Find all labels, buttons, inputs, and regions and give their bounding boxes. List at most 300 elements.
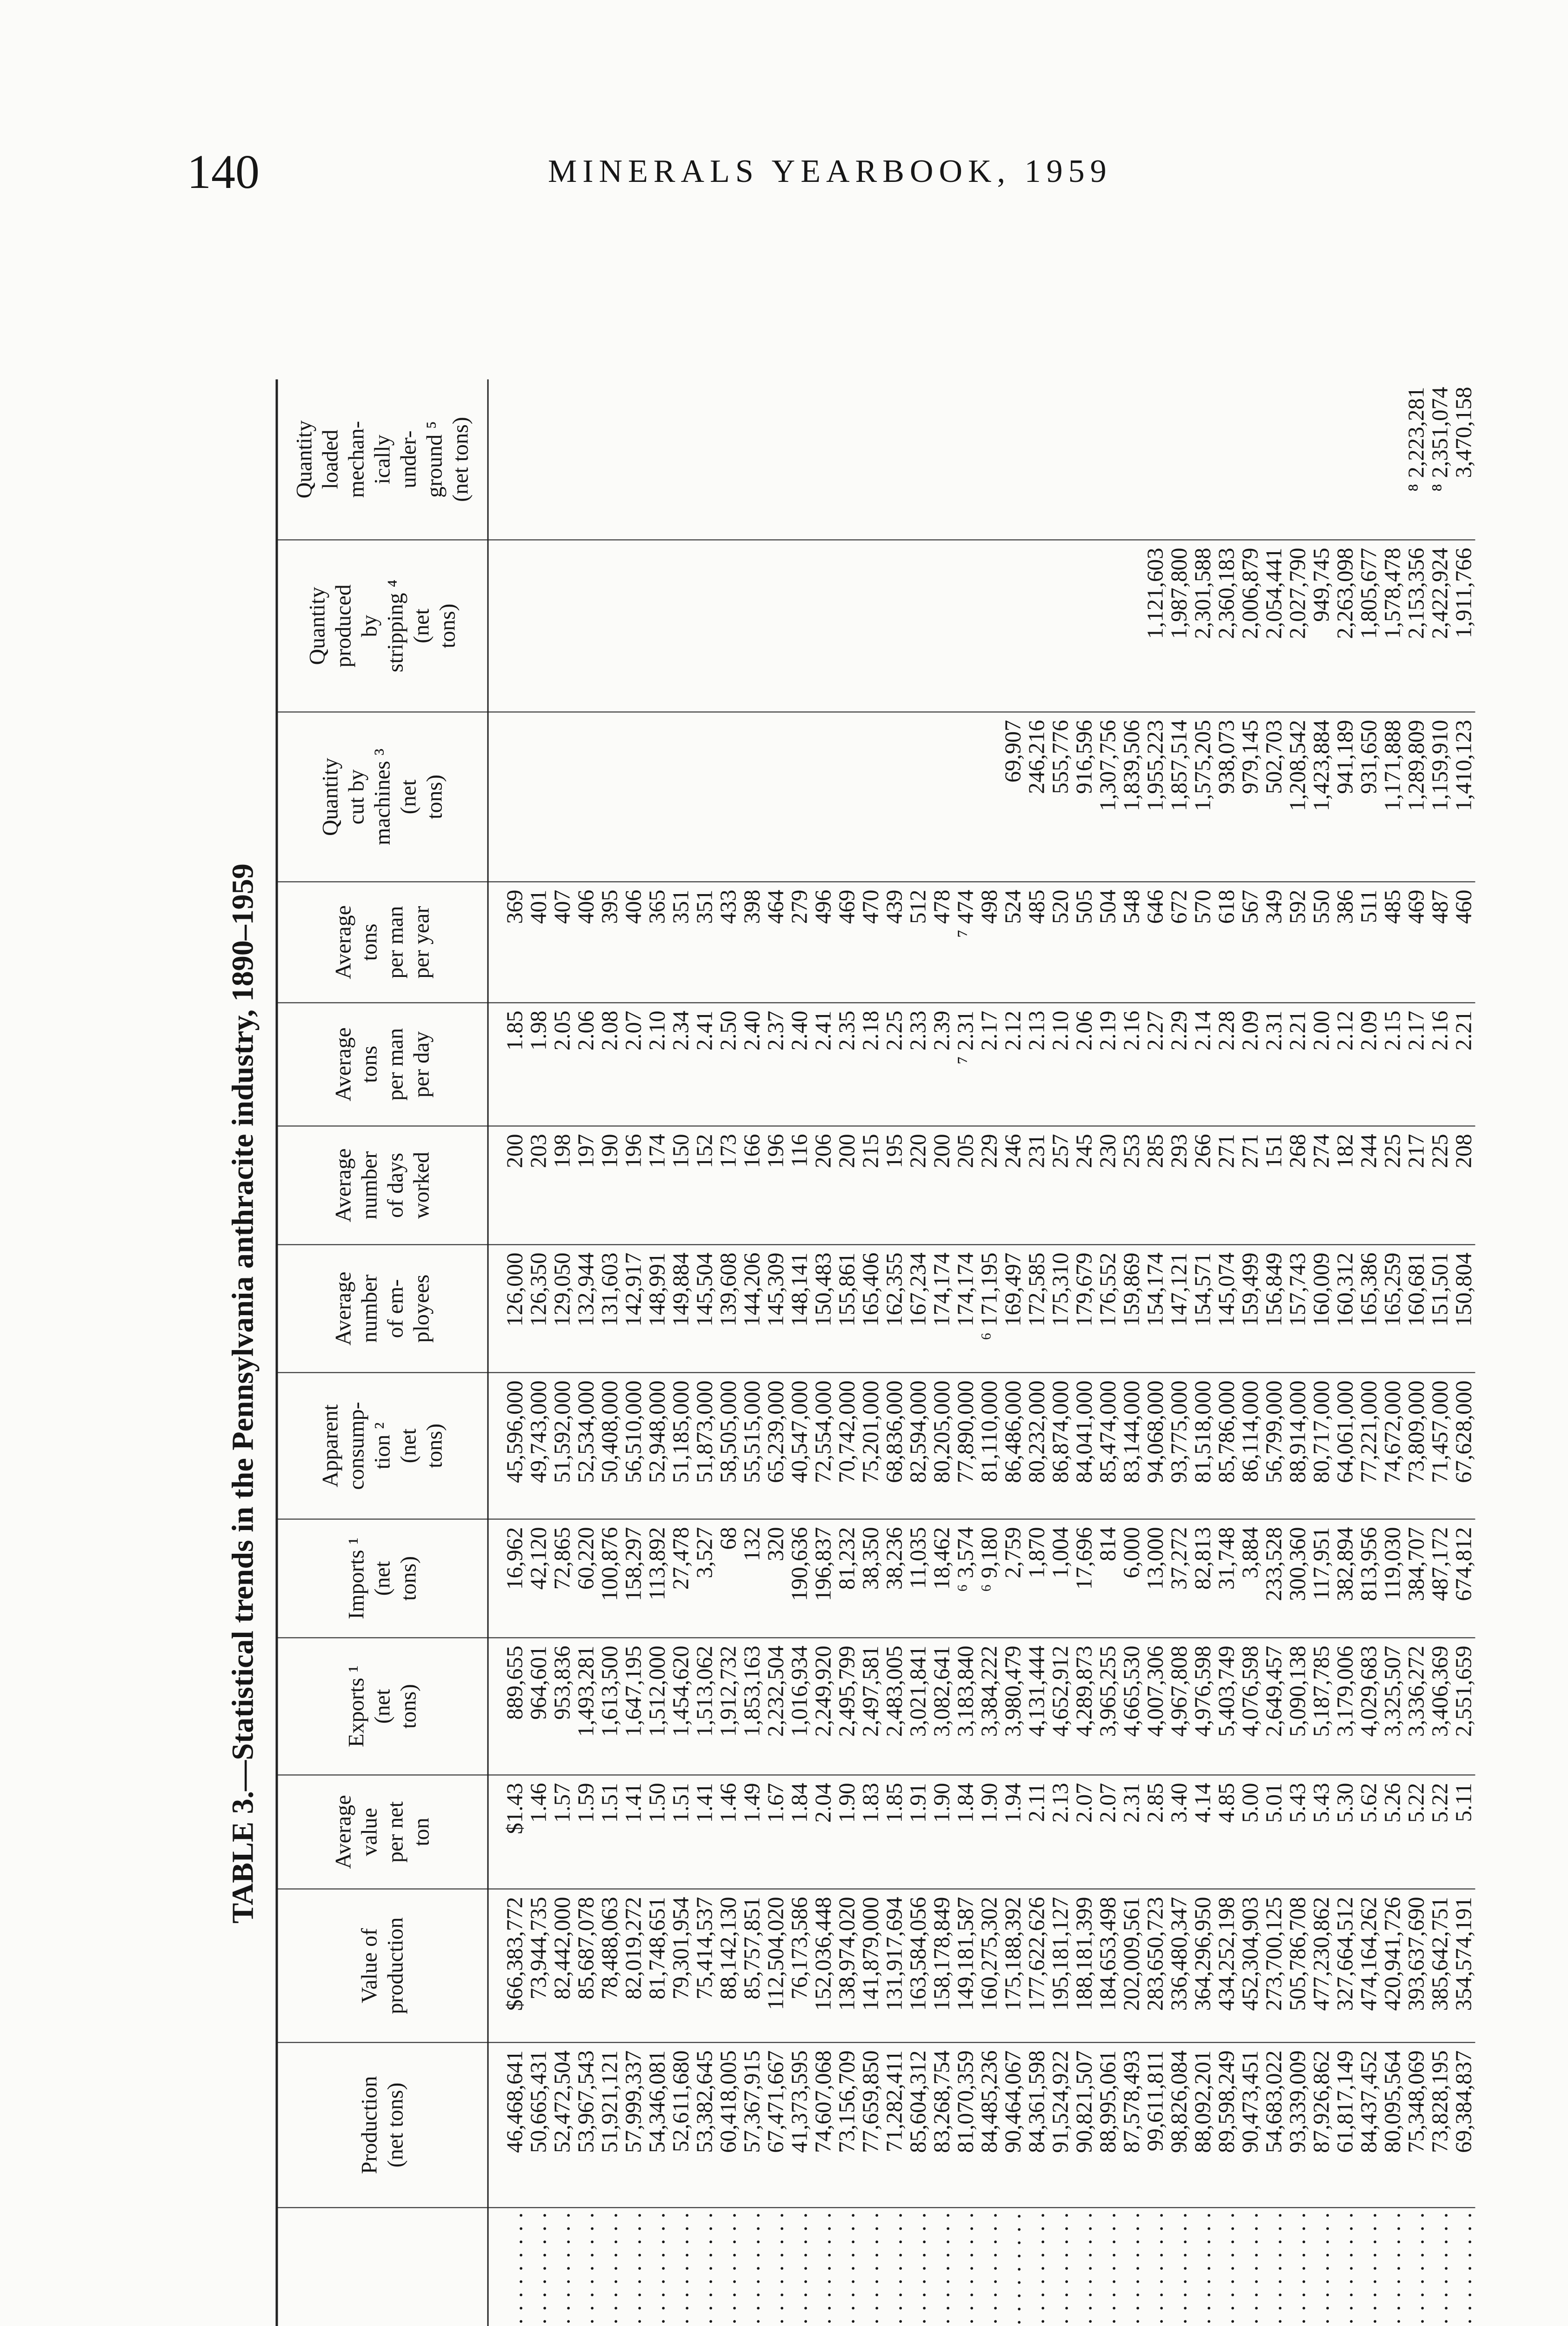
table-cell: 1.98 [527,1003,550,1126]
table-cell: 1.50 [645,1775,669,1889]
table-cell [716,540,740,712]
table-cell: 5.30 [1333,1775,1357,1889]
table-row [1096,380,1120,2326]
year-label [1357,2208,1381,2326]
table-row [1381,380,1404,2326]
year-label [859,2208,882,2326]
table-cell: 2,249,920 [811,1638,835,1775]
table-cell: 198 [550,1126,574,1245]
column-header [277,2208,488,2326]
table-cell [645,380,669,540]
table-cell: 3,082,641 [930,1638,954,1775]
table-cell: 1.41 [693,1775,716,1889]
table-cell: 2.17 [977,1003,1001,1126]
table-cell: 138,974,020 [835,1889,859,2043]
table-cell [1096,380,1120,540]
table-cell: 88,142,130 [716,1889,740,2043]
table-cell: 54,683,022 [1262,2043,1286,2208]
year-label [1238,2208,1262,2326]
table-cell: 511 [1357,882,1381,1003]
table-cell: 158,178,849 [930,1889,954,2043]
table-cell: 2.09 [1357,1003,1381,1126]
table-cell [1001,540,1025,712]
table-cell [1048,540,1072,712]
table-cell: 2.12 [1333,1003,1357,1126]
table-cell [906,540,930,712]
table-cell: 82,594,000 [906,1373,930,1519]
table-cell: 173 [716,1126,740,1245]
table-row [1001,380,1025,2326]
table-cell: 67,471,667 [764,2043,787,2208]
table-cell [1286,380,1309,540]
table-cell: 2.35 [835,1003,859,1126]
year-label [811,2208,835,2326]
table-cell: 1,307,756 [1096,712,1120,882]
table-cell: $1.43 [488,1775,527,1889]
table-cell: 2.25 [882,1003,906,1126]
table-cell: 5.43 [1286,1775,1309,1889]
table-cell: 5.26 [1381,1775,1404,1889]
table-cell: 217 [1404,1126,1428,1245]
table-cell: 369 [488,882,527,1003]
table-cell [693,380,716,540]
table-cell: 257 [1048,1126,1072,1245]
table-cell: 150,483 [811,1245,835,1373]
table-cell [488,712,527,882]
table-cell: 393,637,690 [1404,1889,1428,2043]
year-label [1025,2208,1048,2326]
table-cell [740,540,764,712]
table-cell [930,712,954,882]
table-cell: 1.84 [954,1775,977,1889]
year-cell [1048,2208,1072,2326]
column-header: Quantity produced by stripping ⁴ (net tons) [277,540,488,712]
table-cell: 1,016,934 [787,1638,811,1775]
table-cell: 505,786,708 [1286,1889,1309,2043]
table-cell [859,712,882,882]
table-row [787,380,811,2326]
table-row [1262,380,1286,2326]
table-cell: 1,208,542 [1286,712,1309,882]
table-cell: 190,636 [787,1519,811,1638]
table-cell: 2.41 [693,1003,716,1126]
table-cell: 81,110,000 [977,1373,1001,1519]
table-cell: 87,926,862 [1309,2043,1333,2208]
table-cell: 40,547,000 [787,1373,811,1519]
table-cell: 86,486,000 [1001,1373,1025,1519]
table-cell: 2.00 [1309,1003,1333,1126]
table-row [859,380,882,2326]
table-cell [930,540,954,712]
table-cell: 84,041,000 [1072,1373,1096,1519]
table-cell: 1.91 [906,1775,930,1889]
table-cell [1262,380,1286,540]
table-cell: 91,524,922 [1048,2043,1072,2208]
table-row [1286,380,1309,2326]
table-caption: TABLE 3.—Statistical trends in the Pennsylvania anthracite industry, 1890–1959 [226,863,260,1924]
table-cell [1001,380,1025,540]
table-cell [621,380,645,540]
table-cell: 395 [598,882,621,1003]
year-cell [1072,2208,1096,2326]
table-cell: 85,474,000 [1096,1373,1120,1519]
table-cell: 1.84 [787,1775,811,1889]
table-row [550,380,574,2326]
table-cell: 938,073 [1214,712,1238,882]
table-cell: 174,174 [930,1245,954,1373]
table-cell: 474,164,262 [1357,1889,1381,2043]
table-cell: 2.16 [1428,1003,1452,1126]
table-cell: 3,021,841 [906,1638,930,1775]
table-row [977,380,1001,2326]
year-label [977,2208,1001,2326]
table-row [669,380,693,2326]
table-cell: 70,742,000 [835,1373,859,1519]
year-label [1428,2208,1452,2326]
year-cell [527,2208,550,2326]
table-cell: 2.11 [1025,1775,1048,1889]
table-cell: 1,613,500 [598,1638,621,1775]
table-cell: 145,504 [693,1245,716,1373]
table-cell: 11,035 [906,1519,930,1638]
table-cell: 2.85 [1143,1775,1167,1889]
table-cell: 5.11 [1452,1775,1475,1889]
table-cell: 2,301,588 [1191,540,1214,712]
table-row [954,380,977,2326]
table-cell [574,540,598,712]
table-cell: 88,092,201 [1191,2043,1214,2208]
year-cell [1143,2208,1167,2326]
table-cell [488,540,527,712]
table-cell: 674,812 [1452,1519,1475,1638]
table-cell: 81,232 [835,1519,859,1638]
table-cell: 82,813 [1191,1519,1214,1638]
year-label [954,2208,977,2326]
table-cell: 90,464,067 [1001,2043,1025,2208]
table-cell [977,712,1001,882]
table-cell: 2,232,504 [764,1638,787,1775]
table-cell: 1.90 [930,1775,954,1889]
table-cell: 1.94 [1001,1775,1025,1889]
table-cell: 80,095,564 [1381,2043,1404,2208]
table-cell [977,540,1001,712]
table-cell: 157,743 [1286,1245,1309,1373]
table-cell: 469 [1404,882,1428,1003]
table-cell: 2.17 [1404,1003,1428,1126]
table-cell: 646 [1143,882,1167,1003]
table-cell: 1.90 [835,1775,859,1889]
table-row [1214,380,1238,2326]
table-cell: 175,310 [1048,1245,1072,1373]
table-cell: 177,622,626 [1025,1889,1048,2043]
table-cell: 2.29 [1167,1003,1191,1126]
table-cell: 52,534,000 [574,1373,598,1519]
table-cell: 3,336,272 [1404,1638,1428,1775]
table-cell [787,540,811,712]
table-cell [621,712,645,882]
year-cell [574,2208,598,2326]
table-cell: 53,382,645 [693,2043,716,2208]
table-cell: 271 [1214,1126,1238,1245]
column-header: Average tons per man per year [277,882,488,1003]
table-cell: 2,422,924 [1428,540,1452,712]
table-cell: 3,470,158 [1452,380,1475,540]
table-cell: 271 [1238,1126,1262,1245]
table-cell: 398 [740,882,764,1003]
table-cell [764,712,787,882]
table-cell: 351 [693,882,716,1003]
table-cell: 1,911,766 [1452,540,1475,712]
table-cell: 814 [1096,1519,1120,1638]
table-cell: 524 [1001,882,1025,1003]
table-cell: 51,873,000 [693,1373,716,1519]
year-label [716,2208,740,2326]
table-cell [669,712,693,882]
table-cell: 195,181,127 [1048,1889,1072,2043]
table-header-row [277,380,488,2326]
table-cell: 4,652,912 [1048,1638,1072,1775]
table-cell: 119,030 [1381,1519,1404,1638]
table-cell: 154,571 [1191,1245,1214,1373]
column-header: Production (net tons) [277,2043,488,2208]
table-cell: 1.85 [882,1775,906,1889]
table-cell: 274 [1309,1126,1333,1245]
year-label [550,2208,574,2326]
table-cell: 386 [1333,882,1357,1003]
table-cell: 2.13 [1048,1775,1072,1889]
year-label [930,2208,954,2326]
table-cell [550,380,574,540]
year-cell [693,2208,716,2326]
table-cell [1238,380,1262,540]
table-cell: 2,153,356 [1404,540,1428,712]
table-cell: 2.07 [621,1003,645,1126]
table-cell: 279 [787,882,811,1003]
year-label [693,2208,716,2326]
table-cell [598,712,621,882]
year-label [574,2208,598,2326]
table-cell [882,712,906,882]
table-cell: 163,584,056 [906,1889,930,2043]
table-cell: 2.50 [716,1003,740,1126]
table-cell: 1.46 [716,1775,740,1889]
table-cell: 2.31 [1262,1003,1286,1126]
year-cell [550,2208,574,2326]
table-cell: 83,144,000 [1120,1373,1143,1519]
table-cell: 159,499 [1238,1245,1262,1373]
table-cell: 505 [1072,882,1096,1003]
table-cell: 131,917,694 [882,1889,906,2043]
table-cell: 149,181,587 [954,1889,977,2043]
table-cell: 175,188,392 [1001,1889,1025,2043]
year-label [1381,2208,1404,2326]
table-cell: 68,836,000 [882,1373,906,1519]
year-cell [1167,2208,1191,2326]
table-cell: 477,230,862 [1309,1889,1333,2043]
table-cell: 1,493,281 [574,1638,598,1775]
table-cell: 2,551,659 [1452,1638,1475,1775]
table-cell: 68 [716,1519,740,1638]
table-row [882,380,906,2326]
table-cell: 81,748,651 [645,1889,669,2043]
table-cell: 567 [1238,882,1262,1003]
table-cell: 81,070,359 [954,2043,977,2208]
table-cell: 126,000 [488,1245,527,1373]
page-number: 140 [187,145,260,199]
table-cell: 83,268,754 [930,2043,954,2208]
table-cell: 165,406 [859,1245,882,1373]
table-cell: 504 [1096,882,1120,1003]
column-header: Apparent consump- tion ² (net tons) [277,1373,488,1519]
table-cell [740,712,764,882]
table-cell [527,380,550,540]
table-cell: 77,890,000 [954,1373,977,1519]
table-cell: 268 [1286,1126,1309,1245]
table-cell [693,540,716,712]
table-cell: 4,665,530 [1120,1638,1143,1775]
table-cell: 420,941,726 [1381,1889,1404,2043]
table-cell: 84,485,236 [977,2043,1001,2208]
table-cell [811,540,835,712]
table-cell [1096,540,1120,712]
table-cell: 3,527 [693,1519,716,1638]
table-cell: 202,009,561 [1120,1889,1143,2043]
table-cell: 2,495,799 [835,1638,859,1775]
table-cell: 200 [930,1126,954,1245]
year-cell [977,2208,1001,2326]
table-cell: 365 [645,882,669,1003]
table-cell: 150 [669,1126,693,1245]
table-cell: 87,578,493 [1120,2043,1143,2208]
year-cell [954,2208,977,2326]
table-cell: 244 [1357,1126,1381,1245]
year-cell [1001,2208,1025,2326]
table-cell: 293 [1167,1126,1191,1245]
table-cell [693,712,716,882]
table-cell [645,712,669,882]
table-cell: 4,289,873 [1072,1638,1096,1775]
table-cell: 2.06 [574,1003,598,1126]
table-cell: 148,991 [645,1245,669,1373]
table-row [906,380,930,2326]
table-cell [977,380,1001,540]
table-cell: 220 [906,1126,930,1245]
table-cell: 1,853,163 [740,1638,764,1775]
table-cell: 246 [1001,1126,1025,1245]
table-cell: 5.00 [1238,1775,1262,1889]
table-cell: 52,472,504 [550,2043,574,2208]
table-cell: ⁷ 2.31 [954,1003,977,1126]
year-cell [764,2208,787,2326]
table-cell: 478 [930,882,954,1003]
year-label [1167,2208,1191,2326]
table-cell: 196 [764,1126,787,1245]
year-cell [669,2208,693,2326]
table-cell [527,540,550,712]
table-cell: 208 [1452,1126,1475,1245]
year-label [1048,2208,1072,2326]
table-cell: 196,837 [811,1519,835,1638]
table-cell [1381,380,1404,540]
year-cell [598,2208,621,2326]
table-cell: 384,707 [1404,1519,1428,1638]
table-cell: 2.27 [1143,1003,1167,1126]
table-cell: 55,515,000 [740,1373,764,1519]
table-cell: 1.85 [488,1003,527,1126]
table-row [574,380,598,2326]
table-cell: 203 [527,1126,550,1245]
table-cell: 592 [1286,882,1309,1003]
table-cell [1167,380,1191,540]
table-cell: 93,339,009 [1286,2043,1309,2208]
table-cell: 182 [1333,1126,1357,1245]
table-cell: 85,757,851 [740,1889,764,2043]
table-cell: 132 [740,1519,764,1638]
year-label [764,2208,787,2326]
table-cell: 85,687,078 [574,1889,598,2043]
table-cell: 401 [527,882,550,1003]
table-cell: 1,512,000 [645,1638,669,1775]
table-cell: 485 [1025,882,1048,1003]
table-cell: 1,578,478 [1381,540,1404,712]
table-cell [669,540,693,712]
year-label [1120,2208,1143,2326]
year-cell [930,2208,954,2326]
table-cell: 81,518,000 [1191,1373,1214,1519]
table-cell: 52,948,000 [645,1373,669,1519]
table-cell: 88,914,000 [1286,1373,1309,1519]
table-cell: 112,504,020 [764,1889,787,2043]
table-cell: 1.49 [740,1775,764,1889]
table-cell: 4,131,444 [1025,1638,1048,1775]
table-cell: 206 [811,1126,835,1245]
year-cell [835,2208,859,2326]
table-cell: 90,821,507 [1072,2043,1096,2208]
table-cell [906,712,930,882]
year-label [1191,2208,1214,2326]
table-cell: 154,174 [1143,1245,1167,1373]
year-cell [1381,2208,1404,2326]
table-cell: 1,987,800 [1167,540,1191,712]
table-cell: 1.83 [859,1775,882,1889]
table-cell: 3,884 [1238,1519,1262,1638]
table-cell: 145,309 [764,1245,787,1373]
year-label [621,2208,645,2326]
year-cell [621,2208,645,2326]
table-cell: 2.10 [1048,1003,1072,1126]
table-cell: 80,717,000 [1309,1373,1333,1519]
table-cell: 1.41 [621,1775,645,1889]
table-cell: 2.34 [669,1003,693,1126]
table-cell: 550 [1309,882,1333,1003]
table-cell: 433 [716,882,740,1003]
table-cell: 78,488,063 [598,1889,621,2043]
table-cell: 75,414,537 [693,1889,716,2043]
table-cell: 197 [574,1126,598,1245]
column-header: Exports ¹ (net tons) [277,1638,488,1775]
table-cell: 2,759 [1001,1519,1025,1638]
table-cell: 452,304,903 [1238,1889,1262,2043]
table-cell [811,380,835,540]
table-cell: 2.41 [811,1003,835,1126]
table-cell: 151,501 [1428,1245,1452,1373]
table-cell: 160,312 [1333,1245,1357,1373]
table-cell: 1,955,223 [1143,712,1167,882]
table-cell: 618 [1214,882,1238,1003]
table-cell [716,712,740,882]
table-cell: 4,029,683 [1357,1638,1381,1775]
table-cell: 4,976,598 [1191,1638,1214,1775]
